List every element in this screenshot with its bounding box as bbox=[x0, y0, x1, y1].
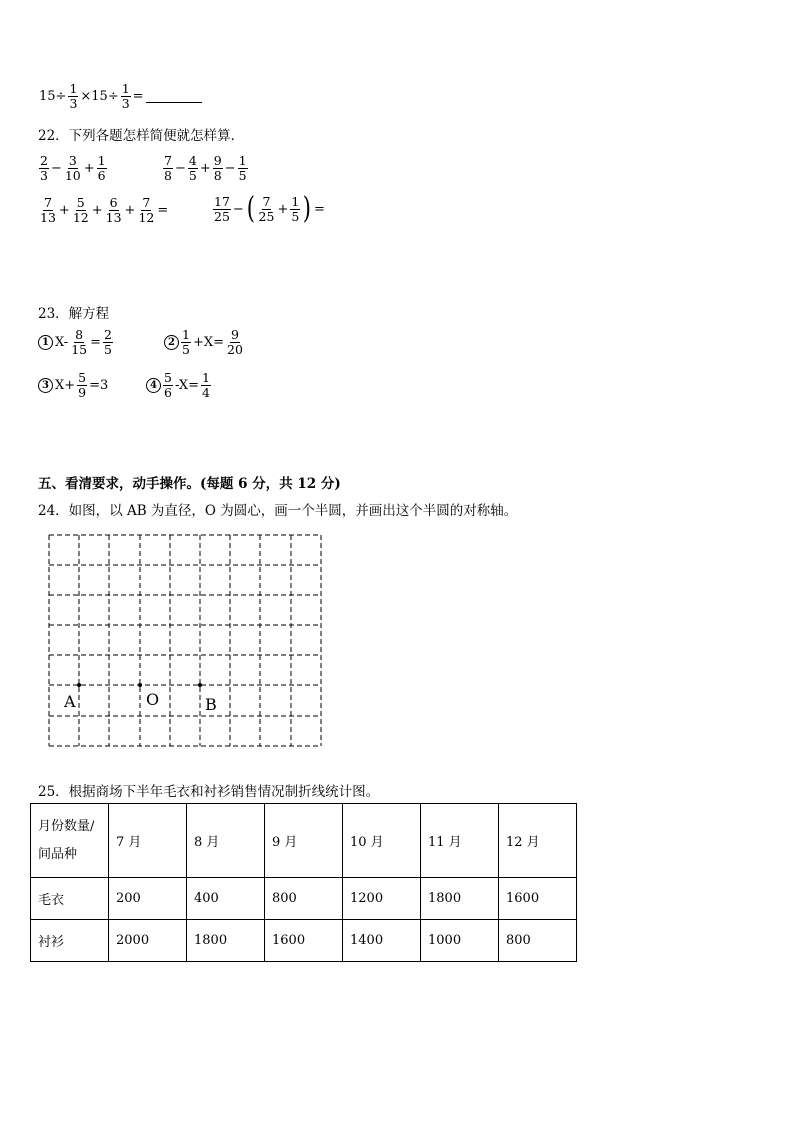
point-b bbox=[198, 683, 202, 687]
q22-expr-4: $\frac{17}{25}$ − ( $\frac{7}{25}$ + $\frac{1}{5}$ ) = bbox=[214, 191, 325, 226]
q21-expression bbox=[38, 82, 202, 111]
q23-eq-3: 3 X+ $\frac{5}{9}$ =3 bbox=[38, 371, 109, 400]
table-row: 毛衣 200 400 800 1200 1800 1600 bbox=[31, 878, 577, 920]
label-b: B bbox=[205, 695, 217, 714]
q23-eq-1: 1 X- $\frac{8}{15}$ = $\frac{2}{5}$ bbox=[38, 328, 114, 357]
label-o: O bbox=[146, 690, 160, 709]
dashed-grid[interactable] bbox=[46, 532, 326, 752]
table-header-row bbox=[31, 804, 577, 878]
fraction: $\frac{1}{3}$ bbox=[69, 81, 78, 111]
text: 15÷ bbox=[39, 89, 67, 104]
point-a bbox=[77, 683, 81, 687]
month-cell: 7 月 bbox=[109, 804, 187, 878]
fraction: $\frac{1}{3}$ bbox=[121, 81, 130, 111]
month-cell: 11 月 bbox=[421, 804, 499, 878]
section-5-title: 五、看清要求，动手操作。(每题 6 分，共 12 分) bbox=[38, 476, 341, 492]
text: = bbox=[132, 89, 144, 104]
point-o bbox=[138, 683, 142, 687]
q23-eq-4: 4 $\frac{5}{6}$ -X= $\frac{1}{4}$ bbox=[146, 371, 212, 400]
month-cell: 9 月 bbox=[265, 804, 343, 878]
q22-expr-2: $\frac{7}{8}$ − $\frac{4}{5}$ + $\frac{9}{8}$ − $\frac{1}{5}$ bbox=[164, 153, 247, 183]
text: ×15÷ bbox=[80, 89, 119, 104]
q22-expr-3: $\frac{7}{13}$ + $\frac{5}{12}$ + $\frac{6}{13}$ + $\frac{7}{12}$ = bbox=[40, 195, 169, 225]
number-circle: 2 bbox=[164, 335, 179, 350]
number-circle: 1 bbox=[38, 335, 53, 350]
q25-title: 25．根据商场下半年毛衣和衬衫销售情况制折线统计图。 bbox=[38, 784, 380, 800]
number-circle: 4 bbox=[146, 378, 161, 393]
q23-title: 23．解方程 bbox=[38, 306, 110, 322]
label-a: A bbox=[64, 692, 76, 711]
sales-table bbox=[30, 803, 577, 962]
table-row: 衬衫 2000 1800 1600 1400 1000 800 bbox=[31, 920, 577, 962]
q23-eq-2: 2 $\frac{1}{5}$ +X= $\frac{9}{20}$ bbox=[164, 328, 245, 357]
answer-blank[interactable] bbox=[146, 90, 202, 103]
q24-title: 24．如图，以 AB 为直径，O 为圆心，画一个半圆，并画出这个半圆的对称轴。 bbox=[38, 503, 518, 519]
number-circle: 3 bbox=[38, 378, 53, 393]
month-cell: 12 月 bbox=[499, 804, 577, 878]
q22-expr-1: $\frac{2}{3}$ − $\frac{3}{10}$ + $\frac{1}{6}$ bbox=[40, 153, 106, 183]
month-cell: 10 月 bbox=[343, 804, 421, 878]
header-cell: 月份数量/ 间品种 bbox=[31, 804, 109, 878]
month-cell: 8 月 bbox=[187, 804, 265, 878]
q22-title: 22．下列各题怎样简便就怎样算． bbox=[38, 128, 245, 144]
